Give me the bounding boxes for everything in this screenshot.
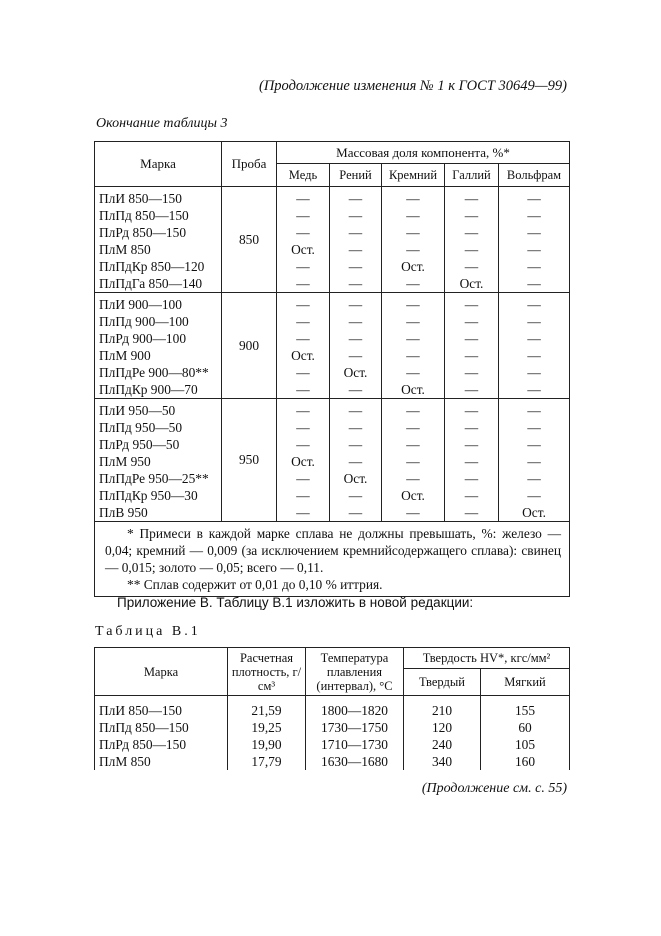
component-column-cell bbox=[382, 293, 445, 399]
component-value: — bbox=[527, 242, 541, 257]
alloy-mark: ПлРд 950—50 bbox=[99, 437, 180, 452]
component-value: — bbox=[406, 331, 420, 346]
component-value: — bbox=[464, 420, 479, 435]
component-value: — bbox=[464, 471, 479, 486]
component-value: — bbox=[296, 225, 310, 240]
component-value: Ост. bbox=[459, 276, 484, 291]
table-3 bbox=[94, 141, 570, 597]
component-column-cell bbox=[445, 187, 499, 293]
header-proba: Проба bbox=[222, 142, 277, 187]
component-value: Ост. bbox=[401, 382, 425, 397]
component-value: Ост. bbox=[291, 242, 315, 257]
component-value: — bbox=[464, 331, 479, 346]
component-value: — bbox=[464, 382, 479, 397]
b1-value-temp: 1730—1750 bbox=[321, 720, 388, 735]
b1-value-hard: 340 bbox=[431, 754, 453, 769]
table3-notes bbox=[95, 522, 570, 597]
alloy-mark: ПлПдРе 900—80** bbox=[99, 365, 209, 380]
b1-value-density: 19,90 bbox=[251, 737, 282, 752]
component-value: — bbox=[348, 276, 363, 291]
component-value: — bbox=[348, 297, 363, 312]
component-column-cell bbox=[330, 293, 382, 399]
continuation-footer: (Продолжение см. с. 55) bbox=[421, 781, 567, 796]
header-component: Рений bbox=[330, 164, 382, 187]
component-value: — bbox=[527, 331, 541, 346]
b1-value-mark: ПлМ 850 bbox=[99, 754, 151, 769]
component-value: — bbox=[296, 314, 310, 329]
component-value: — bbox=[527, 365, 541, 380]
table-b1 bbox=[94, 647, 570, 770]
component-value: — bbox=[348, 259, 363, 274]
component-value: — bbox=[464, 259, 479, 274]
component-value: — bbox=[527, 420, 541, 435]
alloy-mark: ПлИ 850—150 bbox=[99, 191, 182, 206]
component-value: — bbox=[527, 297, 541, 312]
component-value: Ост. bbox=[291, 348, 315, 363]
component-value: — bbox=[406, 191, 420, 206]
component-value: — bbox=[406, 437, 420, 452]
b1-value-mark: ПлИ 850—150 bbox=[99, 703, 182, 718]
b1-value-density: 17,79 bbox=[251, 754, 282, 769]
component-value: — bbox=[406, 276, 420, 291]
component-value: Ост. bbox=[343, 365, 368, 380]
component-value: — bbox=[527, 454, 541, 469]
component-value: — bbox=[296, 191, 310, 206]
component-value: — bbox=[348, 403, 363, 418]
component-value: — bbox=[348, 420, 363, 435]
component-value: — bbox=[527, 225, 541, 240]
component-value: — bbox=[406, 505, 420, 520]
component-value: — bbox=[348, 225, 363, 240]
proba-value: 850 bbox=[222, 187, 277, 293]
b1-header-density: Расчетная плотность, г/см³ bbox=[228, 648, 306, 696]
component-value: — bbox=[527, 488, 541, 503]
component-value: — bbox=[406, 454, 420, 469]
component-column-cell bbox=[277, 187, 330, 293]
b1-column-soft bbox=[481, 696, 570, 771]
b1-value-hard: 240 bbox=[431, 737, 453, 752]
alloy-mark: ПлМ 850 bbox=[99, 242, 151, 257]
component-value: — bbox=[527, 208, 541, 223]
component-value: — bbox=[406, 225, 420, 240]
alloy-mark: ПлПдКр 900—70 bbox=[99, 382, 198, 397]
component-value: — bbox=[464, 488, 479, 503]
proba-group-row bbox=[95, 293, 570, 399]
component-value: Ост. bbox=[343, 471, 368, 486]
tableB1-caption: Таблица В.1 bbox=[95, 624, 201, 639]
component-value: — bbox=[527, 276, 541, 291]
component-value: Ост. bbox=[401, 259, 425, 274]
mark-cell bbox=[95, 187, 222, 293]
alloy-mark: ПлИ 900—100 bbox=[99, 297, 182, 312]
component-value: — bbox=[527, 382, 541, 397]
b1-column-density bbox=[228, 696, 306, 771]
alloy-mark: ПлПд 900—100 bbox=[99, 314, 189, 329]
header-component: Кремний bbox=[382, 164, 445, 187]
component-value: — bbox=[406, 348, 420, 363]
component-value: — bbox=[527, 403, 541, 418]
component-value: — bbox=[464, 191, 479, 206]
component-value: — bbox=[406, 420, 420, 435]
component-value: — bbox=[296, 331, 310, 346]
b1-value-hard: 120 bbox=[431, 720, 453, 735]
b1-column-hard bbox=[404, 696, 481, 771]
component-value: — bbox=[464, 365, 479, 380]
component-value: — bbox=[527, 259, 541, 274]
b1-value-soft: 160 bbox=[514, 754, 536, 769]
component-value: — bbox=[527, 348, 541, 363]
proba-group-row bbox=[95, 399, 570, 522]
component-value: — bbox=[406, 365, 420, 380]
component-value: — bbox=[348, 314, 363, 329]
component-value: Ост. bbox=[401, 488, 425, 503]
note-impurities: * Примеси в каждой марке сплава не должны превышать, %: железо — 0,04; кремний — 0,009 (за исключением кремнийсодержащего сплава): свинец — 0,015; золото — 0,05; всего — 0,11. bbox=[105, 526, 562, 575]
component-value: — bbox=[527, 437, 541, 452]
component-value: — bbox=[348, 348, 363, 363]
paragraph-appendix: Приложение В. Таблицу В.1 изложить в новой редакции: bbox=[117, 595, 474, 610]
component-value: — bbox=[527, 191, 541, 206]
header-mark: Марка bbox=[95, 142, 222, 187]
component-value: — bbox=[406, 297, 420, 312]
component-value: — bbox=[348, 208, 363, 223]
proba-value: 900 bbox=[222, 293, 277, 399]
component-value: — bbox=[527, 314, 541, 329]
b1-header-temperature: Температура плавления (интервал), °С bbox=[306, 648, 404, 696]
mark-cell bbox=[95, 399, 222, 522]
component-value: — bbox=[296, 488, 310, 503]
component-value: — bbox=[464, 348, 479, 363]
alloy-mark: ПлМ 950 bbox=[99, 454, 151, 469]
component-column-cell bbox=[330, 399, 382, 522]
component-value: — bbox=[348, 454, 363, 469]
alloy-mark: ПлРд 850—150 bbox=[99, 225, 187, 240]
component-column-cell bbox=[330, 187, 382, 293]
b1-column-mark bbox=[95, 696, 228, 771]
component-column-cell bbox=[499, 399, 570, 522]
component-value: — bbox=[348, 505, 363, 520]
component-value: — bbox=[296, 471, 310, 486]
b1-value-temp: 1630—1680 bbox=[321, 754, 388, 769]
component-value: Ост. bbox=[291, 454, 315, 469]
component-value: — bbox=[296, 403, 310, 418]
b1-column-temp bbox=[306, 696, 404, 771]
b1-header-soft: Мягкий bbox=[481, 669, 570, 696]
component-column-cell bbox=[445, 293, 499, 399]
component-column-cell bbox=[382, 187, 445, 293]
component-value: — bbox=[464, 225, 479, 240]
component-value: — bbox=[464, 208, 479, 223]
b1-header-hard: Твердый bbox=[404, 669, 481, 696]
proba-value: 950 bbox=[222, 399, 277, 522]
b1-header-hardness: Твердость HV*, кгс/мм² bbox=[404, 648, 570, 669]
alloy-mark: ПлИ 950—50 bbox=[99, 403, 176, 418]
component-value: — bbox=[406, 208, 420, 223]
component-value: — bbox=[464, 454, 479, 469]
mark-cell bbox=[95, 293, 222, 399]
alloy-mark: ПлРд 900—100 bbox=[99, 331, 187, 346]
component-value: — bbox=[464, 242, 479, 257]
component-column-cell bbox=[382, 399, 445, 522]
header-component: Вольфрам bbox=[499, 164, 570, 187]
alloy-mark: ПлМ 900 bbox=[99, 348, 151, 363]
component-value: — bbox=[296, 276, 310, 291]
alloy-mark: ПлПд 950—50 bbox=[99, 420, 183, 435]
b1-value-density: 19,25 bbox=[251, 720, 282, 735]
alloy-mark: ПлПдКр 850—120 bbox=[99, 259, 205, 274]
b1-value-soft: 155 bbox=[514, 703, 536, 718]
b1-value-density: 21,59 bbox=[251, 703, 282, 718]
alloy-mark: ПлПд 850—150 bbox=[99, 208, 189, 223]
continuation-header: (Продолжение изменения № 1 к ГОСТ 30649—99) bbox=[258, 78, 567, 94]
component-value: — bbox=[348, 331, 363, 346]
component-value: — bbox=[464, 403, 479, 418]
component-value: — bbox=[348, 242, 363, 257]
header-component: Медь bbox=[277, 164, 330, 187]
header-component: Галлий bbox=[445, 164, 499, 187]
header-mass-fraction: Массовая доля компонента, %* bbox=[277, 142, 570, 164]
b1-value-mark: ПлРд 850—150 bbox=[99, 737, 187, 752]
component-value: — bbox=[464, 314, 479, 329]
component-value: — bbox=[296, 505, 310, 520]
component-value: — bbox=[296, 420, 310, 435]
b1-header-mark: Марка bbox=[95, 648, 228, 696]
alloy-mark: ПлВ 950 bbox=[99, 505, 148, 520]
component-value: — bbox=[296, 208, 310, 223]
component-value: — bbox=[406, 314, 420, 329]
component-column-cell bbox=[277, 293, 330, 399]
component-value: — bbox=[406, 471, 420, 486]
component-column-cell bbox=[499, 293, 570, 399]
component-column-cell bbox=[499, 187, 570, 293]
component-value: — bbox=[296, 297, 310, 312]
note-yttrium: ** Сплав содержит от 0,01 до 0,10 % иттрия. bbox=[127, 577, 383, 592]
component-column-cell bbox=[277, 399, 330, 522]
b1-value-mark: ПлПд 850—150 bbox=[99, 720, 189, 735]
component-value: — bbox=[296, 365, 310, 380]
table3-caption: Окончание таблицы 3 bbox=[96, 116, 228, 131]
component-value: — bbox=[348, 191, 363, 206]
alloy-mark: ПлПдГа 850—140 bbox=[99, 276, 203, 291]
component-value: — bbox=[348, 488, 363, 503]
b1-value-temp: 1800—1820 bbox=[321, 703, 388, 718]
component-value: — bbox=[296, 259, 310, 274]
component-value: — bbox=[348, 382, 363, 397]
component-value: Ост. bbox=[522, 505, 546, 520]
component-value: — bbox=[406, 403, 420, 418]
b1-value-soft: 105 bbox=[514, 737, 536, 752]
component-value: — bbox=[348, 437, 363, 452]
proba-group-row bbox=[95, 187, 570, 293]
component-value: — bbox=[464, 505, 479, 520]
b1-value-temp: 1710—1730 bbox=[321, 737, 388, 752]
component-column-cell bbox=[445, 399, 499, 522]
component-value: — bbox=[406, 242, 420, 257]
component-value: — bbox=[296, 382, 310, 397]
component-value: — bbox=[464, 437, 479, 452]
component-value: — bbox=[296, 437, 310, 452]
b1-value-soft: 60 bbox=[518, 720, 532, 735]
b1-value-hard: 210 bbox=[431, 703, 453, 718]
alloy-mark: ПлПдКр 950—30 bbox=[99, 488, 198, 503]
component-value: — bbox=[464, 297, 479, 312]
component-value: — bbox=[527, 471, 541, 486]
alloy-mark: ПлПдРе 950—25** bbox=[99, 471, 209, 486]
